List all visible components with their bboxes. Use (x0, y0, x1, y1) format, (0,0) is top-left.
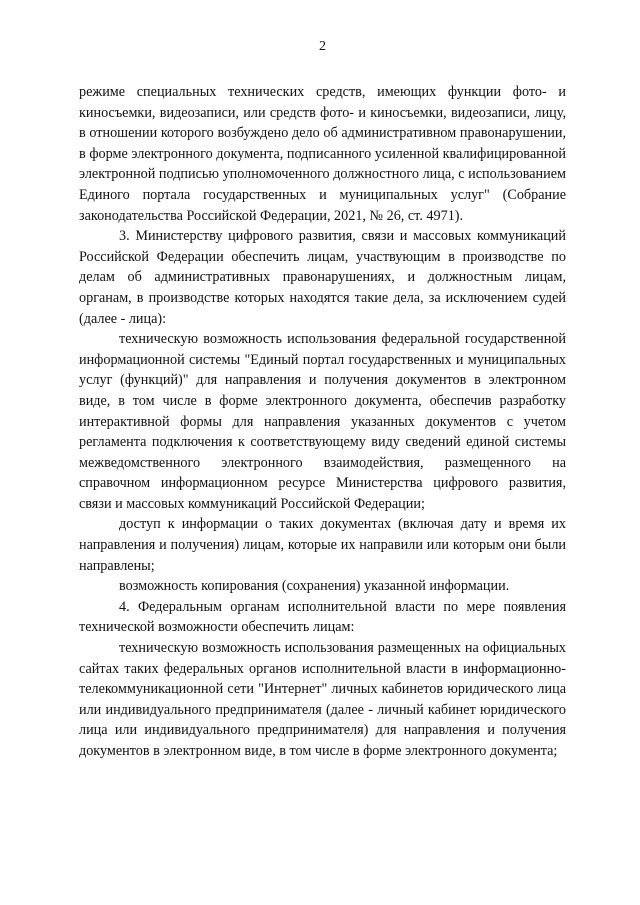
document-body (79, 82, 566, 762)
paragraph-access-info: доступ к информации о таких документах (включая дату и время их направления и получения) лицам, которые их направили или которым они были направлены; (79, 516, 566, 574)
paragraph-technical-capability: техническую возможность использования федеральной государственной информационной системы "Единый портал государственных и муниципальных услуг (функций)" для направления и получения документов в электронном виде, в том числе в форме электронного документа, обеспечив разработку интерактивной формы для направления указанных документов с учетом регламента подключения к соответствующему виду сведений единой системы межведомственного электронного взаимодействия, размещенного на справочном информационном ресурсе Министерства цифрового развития, связи и массовых коммуникаций Российской Федерации; (79, 331, 566, 512)
page-number: 2 (319, 39, 326, 54)
paragraph-copy-capability: возможность копирования (сохранения) указанной информации. (119, 578, 510, 595)
paragraph-item-4: 4. Федеральным органам исполнительной власти по мере появления технической возможности обеспечить лицам: (79, 598, 566, 636)
paragraph-continuation: режиме специальных технических средств, имеющих функции фото- и киносъемки, видеозаписи, или средств фото- и киносъемки, видеозаписи, лицу, в отношении которого возбуждено дело об административном правонарушении, в форме электронного документа, подписанного усиленной квалифицированной электронной подписью уполномоченного должностного лица, с использованием Единого портала государственных и муниципальных услуг" (Собрание законодательства Российской Федерации, 2021, № 26, ст. 4971). (79, 84, 566, 224)
paragraph-item-3: 3. Министерству цифрового развития, связи и массовых коммуникаций Российской Федерации обеспечить лицам, участвующим в производстве по делам об административных правонарушениях, и должностным лицам, органам, в производстве которых находятся такие дела, за исключением судей (далее - лица): (79, 228, 566, 327)
paragraph-personal-cabinet: техническую возможность использования размещенных на официальных сайтах таких федеральных органов исполнительной власти в информационно-телекоммуникационной сети "Интернет" личных кабинетов юридического лица или индивидуального предпринимателя (далее - личный кабинет юридического лица или индивидуального предпринимателя) для направления и получения документов в электронном виде, в том числе в форме электронного документа; (79, 640, 566, 759)
